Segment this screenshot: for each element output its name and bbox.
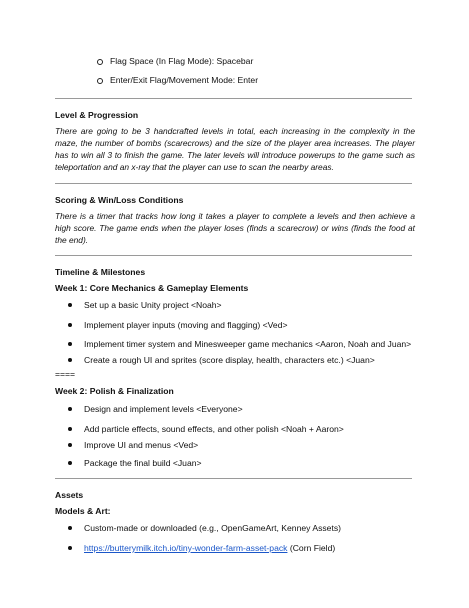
list-item: [84, 543, 335, 554]
week1-title: Week 1: Core Mechanics & Gameplay Elements: [55, 283, 249, 293]
list-item: Implement timer system and Minesweeper game mechanics <Aaron, Noah and Juan>: [84, 339, 412, 349]
list-bullet-icon: [68, 461, 72, 465]
list-bullet-icon: [68, 427, 72, 431]
list-item: Set up a basic Unity project <Noah>: [84, 300, 222, 310]
list-bullet-icon: [68, 303, 72, 307]
level-paragraph: There are going to be 3 handcrafted levels in total, each increasing in the complexity in the maze, the number of bombs (scarecrows) and the size of the player area increases. The player has to win all 3 to finish the game. The later levels will introduce powerups to the game such as teleportation and an x-ray that the player can use to scan the nearby areas.: [55, 126, 415, 172]
scoring-paragraph: There is a timer that tracks how long it takes a player to complete a levels and then achieve a high score. The game ends when the player loses (finds a scarecrow) or wins (finds the food at the end).: [55, 211, 415, 245]
list-bullet-icon: [68, 526, 72, 530]
list-item: Package the final build <Juan>: [84, 458, 202, 468]
asset-pack-link[interactable]: https://butterymilk.itch.io/tiny-wonder-farm-asset-pack: [84, 543, 288, 553]
section-divider: [55, 255, 412, 256]
list-bullet-icon: [68, 443, 72, 447]
separator-text: ====: [55, 369, 76, 379]
section-heading-level: Level & Progression: [55, 110, 139, 120]
list-bullet-icon: [68, 323, 72, 327]
list-item: Custom-made or downloaded (e.g., OpenGameArt, Kenney Assets): [84, 523, 341, 533]
list-item: Design and implement levels <Everyone>: [84, 404, 243, 414]
section-heading-assets: Assets: [55, 490, 84, 500]
list-item: Create a rough UI and sprites (score display, health, characters etc.) <Juan>: [84, 355, 375, 365]
models-title: Models & Art:: [55, 506, 111, 516]
list-bullet-icon: [68, 342, 72, 346]
section-divider: [55, 98, 412, 99]
list-item: Implement player inputs (moving and flagging) <Ved>: [84, 320, 288, 330]
link-suffix: (Corn Field): [287, 543, 336, 553]
section-divider: [55, 478, 412, 479]
list-item: Improve UI and menus <Ved>: [84, 440, 199, 450]
list-bullet-icon: [97, 59, 103, 65]
section-divider: [55, 183, 412, 184]
list-item: Flag Space (In Flag Mode): Spacebar: [110, 56, 254, 66]
list-bullet-icon: [97, 78, 103, 84]
week2-title: Week 2: Polish & Finalization: [55, 386, 174, 396]
list-item: Add particle effects, sound effects, and other polish <Noah + Aaron>: [84, 424, 344, 434]
section-heading-timeline: Timeline & Milestones: [55, 267, 146, 277]
section-heading-scoring: Scoring & Win/Loss Conditions: [55, 195, 184, 205]
list-item: Enter/Exit Flag/Movement Mode: Enter: [110, 75, 259, 85]
list-bullet-icon: [68, 407, 72, 411]
list-bullet-icon: [68, 358, 72, 362]
list-bullet-icon: [68, 546, 72, 550]
